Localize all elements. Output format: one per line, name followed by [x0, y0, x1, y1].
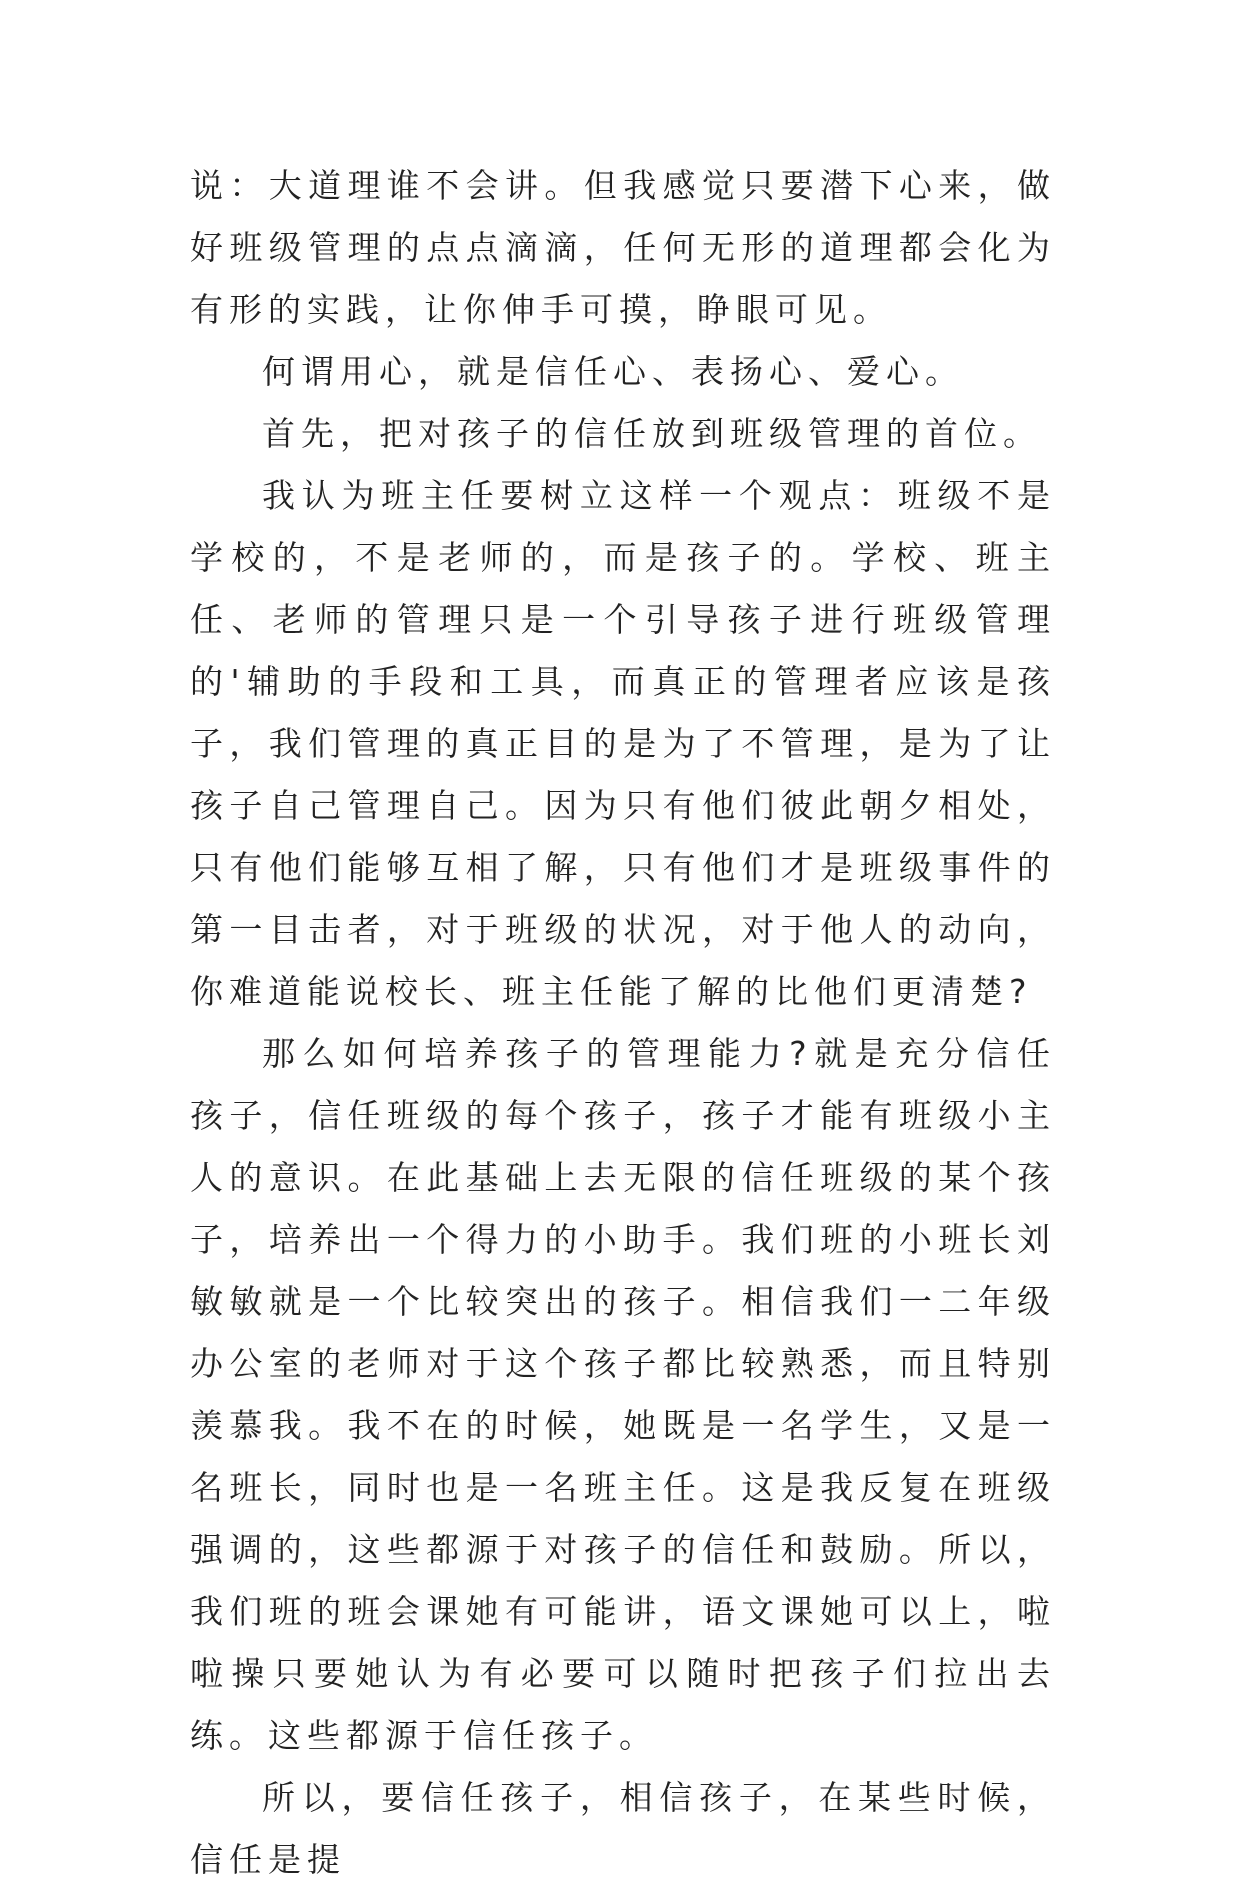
- paragraph-cultivate-management: 那么如何培养孩子的管理能力?就是充分信任孩子，信任班级的每个孩子，孩子才能有班级小主人的意识。在此基础上去无限的信任班级的某个孩子，培养出一个得力的小助手。我们班的小班长刘敏敏就是一个比较突出的孩子。相信我们一二年级办公室的老师对于这个孩子都比较熟悉，而且特别羡慕我。我不在的时候，她既是一名学生，又是一名班长，同时也是一名班主任。这是我反复在班级强调的，这些都源于对孩子的信任和鼓励。所以，我们班的班会课她有可能讲，语文课她可以上，啦啦操只要她认为有必要可以随时把孩子们拉出去练。这些都源于信任孩子。: [190, 1034, 1056, 1755]
- paragraph-trust-children: 所以，要信任孩子，相信孩子，在某些时候，信任是提: [190, 1778, 1056, 1879]
- paragraph-what-is-care: 何谓用心，就是信任心、表扬心、爱心。: [262, 352, 964, 391]
- paragraph-class-belongs-to-children: 我认为班主任要树立这样一个观点：班级不是学校的，不是老师的，而是孩子的。学校、班主任、老师的管理只是一个引导孩子进行班级管理的'辅助的手段和工具，而真正的管理者应该是孩子，我们管理的真正目的是为了不管理，是为了让孩子自己管理自己。因为只有他们彼此朝夕相处，只有他们能够互相了解，只有他们才是班级事件的第一目击者，对于班级的状况，对于他人的动向，你难道能说校长、班主任能了解的比他们更清楚?: [190, 476, 1056, 1011]
- document-body: [190, 155, 1056, 1891]
- paragraph-first-trust: 首先，把对孩子的信任放到班级管理的首位。: [262, 414, 1042, 453]
- paragraph-continuation: 说：大道理谁不会讲。但我感觉只要潜下心来，做好班级管理的点点滴滴，任何无形的道理都会化为有形的实践，让你伸手可摸，睁眼可见。: [190, 166, 1056, 329]
